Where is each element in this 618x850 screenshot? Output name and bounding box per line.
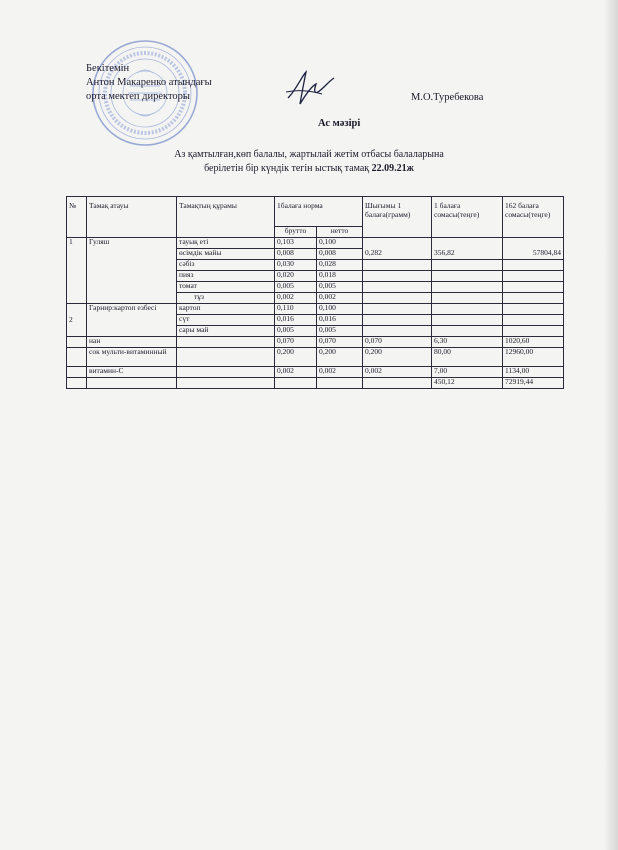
ingredient-name: пияз (177, 271, 275, 282)
ingredient-name: сүт (177, 315, 275, 326)
ingredient-net: 0,005 (317, 282, 363, 293)
ingredient-name: сәбіз (177, 260, 275, 271)
ingredient-gross: 0,016 (275, 315, 317, 326)
subtitle-line-1: Аз қамтылған,көп балалы, жартылай жетім отбасы балаларына (174, 149, 444, 160)
ingredient-net: 0,100 (317, 238, 363, 249)
ingredient-gross: 0,005 (275, 326, 317, 337)
extra-cost-one: 6,30 (432, 337, 503, 348)
extra-cost-one: 80,00 (432, 348, 503, 367)
ingredient-gross: 0,103 (275, 238, 317, 249)
extra-cost-total: 12960,00 (503, 348, 564, 367)
approval-block (86, 62, 212, 104)
table-row (67, 238, 564, 249)
ingredient-net: 0,005 (317, 326, 363, 337)
dish1-consumption: 0,282 (363, 249, 432, 260)
header-dish: Тамақ атауы (87, 197, 177, 238)
page-edge-shadow (604, 0, 618, 850)
table-row (67, 304, 564, 315)
dish2-no: 2 (67, 304, 87, 337)
ingredient-name: сары май (177, 326, 275, 337)
ingredient-net: 0,008 (317, 249, 363, 260)
subtitle-text: берілетін бір күндік тегін ыстық тамақ (204, 163, 370, 174)
table-row (67, 337, 564, 348)
extra-net: 0,002 (317, 367, 363, 378)
ingredient-net: 0,028 (317, 260, 363, 271)
ingredient-name-text: тұз (194, 292, 204, 301)
ingredient-gross: 0,008 (275, 249, 317, 260)
extra-net: 0,200 (317, 348, 363, 367)
ingredient-name: картоп (177, 304, 275, 315)
table-row (67, 367, 564, 378)
approval-line-3: орта мектеп директоры (86, 91, 190, 102)
table-row (67, 348, 564, 367)
dish1-no: 1 (67, 238, 87, 304)
totals-row (67, 378, 564, 389)
ingredient-name: томат (177, 282, 275, 293)
ingredient-gross: 0,002 (275, 293, 317, 304)
dish1-cost-one: 356,82 (432, 249, 503, 260)
extra-consumption: 0,200 (363, 348, 432, 367)
extra-consumption: 0,070 (363, 337, 432, 348)
header-cost-total: 162 балаға сомасы(теңге) (503, 197, 564, 238)
dish1-name: Гуляш (87, 238, 177, 304)
extra-gross: 0,200 (275, 348, 317, 367)
ingredient-net: 0,016 (317, 315, 363, 326)
dish1-cost-total: 57804,84 (503, 249, 564, 260)
header-net: нетто (317, 227, 363, 238)
extra-cost-total: 1020,60 (503, 337, 564, 348)
total-cost-one: 450,12 (432, 378, 503, 389)
ingredient-gross: 0,020 (275, 271, 317, 282)
ingredient-name: тауық еті (177, 238, 275, 249)
extra-gross: 0,070 (275, 337, 317, 348)
extra-name: витамин-С (87, 367, 177, 378)
extra-cost-one: 7,00 (432, 367, 503, 378)
ingredient-gross: 0,030 (275, 260, 317, 271)
total-cost-total: 72919,44 (503, 378, 564, 389)
header-cost-one: 1 балаға сомасы(теңге) (432, 197, 503, 238)
ingredient-net: 0,002 (317, 293, 363, 304)
ingredient-name: өсімдік майы (177, 249, 275, 260)
header-composition: Тамақтың құрамы (177, 197, 275, 238)
header-norm: 1балаға норма (275, 197, 363, 227)
extra-consumption: 0,002 (363, 367, 432, 378)
director-signature (282, 68, 338, 112)
approval-line-1: Бекітемін (86, 63, 130, 74)
ingredient-name (177, 293, 275, 304)
header-consumption: Шығымы 1 балаға(грамм) (363, 197, 432, 238)
extra-name: сок мульти-витаминный (87, 348, 177, 367)
subtitle-line-2 (0, 162, 618, 175)
ingredient-gross: 0,110 (275, 304, 317, 315)
header-gross: брутто (275, 227, 317, 238)
director-name: М.О.Туребекова (411, 92, 484, 103)
extra-net: 0,070 (317, 337, 363, 348)
ingredient-gross: 0,005 (275, 282, 317, 293)
extra-cost-total: 1134,00 (503, 367, 564, 378)
header-row (67, 197, 564, 227)
menu-date: 22.09.21ж (371, 163, 414, 174)
menu-table (66, 196, 564, 389)
dish2-name: Гарнир:картоп езбесі (87, 304, 177, 337)
ingredient-net: 0,018 (317, 271, 363, 282)
menu-title: Ас мәзірі (318, 118, 361, 129)
extra-gross: 0,002 (275, 367, 317, 378)
header-no: № (67, 197, 87, 238)
extra-name: нан (87, 337, 177, 348)
ingredient-net: 0,100 (317, 304, 363, 315)
approval-line-2: Антон Макаренко атындағы (86, 77, 212, 88)
